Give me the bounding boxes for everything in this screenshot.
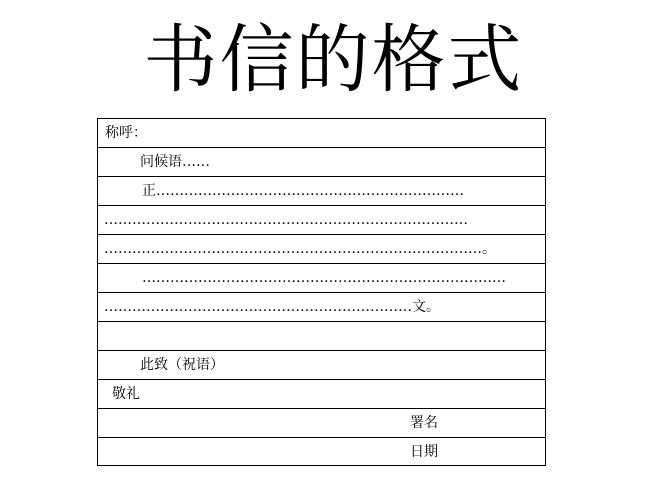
body-line-4-text: …………………………………………………………………… (142, 270, 506, 286)
body-line-3-text: ………………………………………………………………………。 (104, 241, 496, 257)
row-closing (98, 351, 545, 380)
row-salutation (98, 119, 545, 148)
row-body-start (98, 177, 545, 206)
body-line-5-text: …………………………………………………………文。 (104, 299, 440, 315)
closing-text: 此致（祝语） (140, 357, 224, 373)
row-signature (98, 409, 545, 438)
row-body-line-3 (98, 235, 545, 264)
row-body-line-4 (98, 264, 545, 293)
row-salute (98, 380, 545, 409)
body-line-2-text: …………………………………………………………………… (104, 212, 468, 228)
row-date (98, 438, 545, 467)
greeting-text: 问候语…… (140, 154, 210, 170)
body-start-text: 正………………………………………………………… (142, 183, 464, 199)
page-title: 书信的格式 (143, 17, 524, 103)
row-body-line-5 (98, 293, 545, 322)
row-blank (98, 322, 545, 351)
salutation-text: 称呼： (105, 125, 147, 141)
letter-format-table (97, 118, 546, 466)
salute-text: 敬礼 (112, 386, 140, 402)
row-body-line-2 (98, 206, 545, 235)
signature-text: 署名 (410, 415, 438, 431)
row-greeting (98, 148, 545, 177)
date-text: 日期 (410, 444, 438, 460)
